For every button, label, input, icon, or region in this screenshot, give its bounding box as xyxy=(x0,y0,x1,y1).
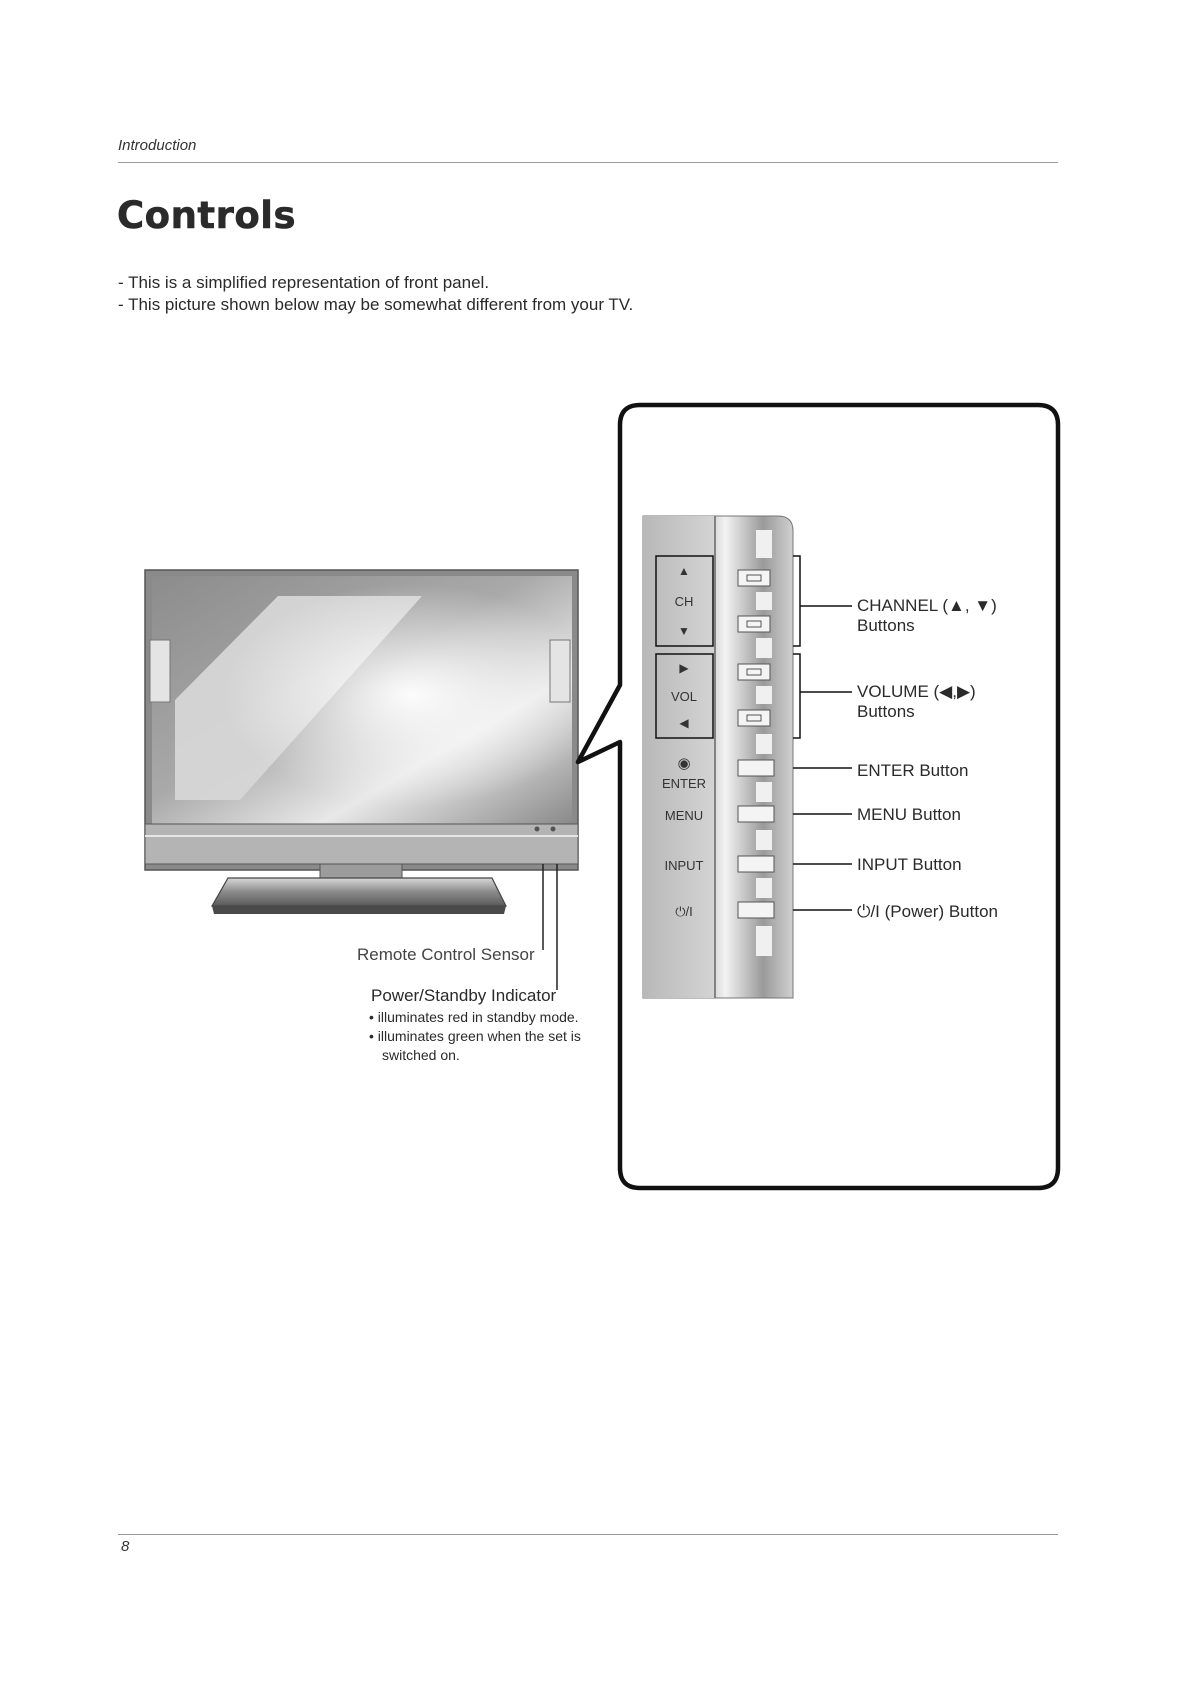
ch-up-icon: ▲ xyxy=(678,564,690,578)
input-label: INPUT xyxy=(664,858,704,873)
vol-right-icon: ▶ xyxy=(679,661,689,675)
note-line-2: - This picture shown below may be somewhat different from your TV. xyxy=(118,295,634,314)
power-callout: ⏻/I (Power) Button xyxy=(857,902,998,921)
bullet-standby: • illuminates red in standby mode. xyxy=(369,1009,579,1025)
vol-label: VOL xyxy=(670,689,697,704)
ch-label: CH xyxy=(674,594,694,609)
indicator-bullets xyxy=(369,1008,619,1065)
bullet-on: • illuminates green when the set is switched on. xyxy=(369,1028,581,1063)
power-label: ⏻/I xyxy=(675,904,693,919)
section-label: Introduction xyxy=(118,137,197,154)
vol-left-icon: ◀ xyxy=(679,716,689,730)
channel-callout: CHANNEL (▲, ▼) Buttons xyxy=(857,596,997,635)
remote-sensor-label: Remote Control Sensor xyxy=(357,945,535,964)
note-line-1: - This is a simplified representation of front panel. xyxy=(118,273,490,292)
tv-illustration xyxy=(145,570,578,990)
page-number: 8 xyxy=(121,1538,130,1555)
ch-down-icon: ▼ xyxy=(678,624,690,638)
enter-label: ENTER xyxy=(661,776,707,791)
indicator-title: Power/Standby Indicator xyxy=(371,986,557,1005)
page-title: Controls xyxy=(117,194,296,237)
volume-callout: VOLUME (◀,▶) Buttons xyxy=(857,682,976,721)
menu-callout: MENU Button xyxy=(857,805,961,824)
input-callout: INPUT Button xyxy=(857,855,962,874)
footer-rule xyxy=(118,1534,1058,1535)
menu-label: MENU xyxy=(664,808,704,823)
enter-callout: ENTER Button xyxy=(857,761,969,780)
enter-icon: ◉ xyxy=(677,755,691,772)
